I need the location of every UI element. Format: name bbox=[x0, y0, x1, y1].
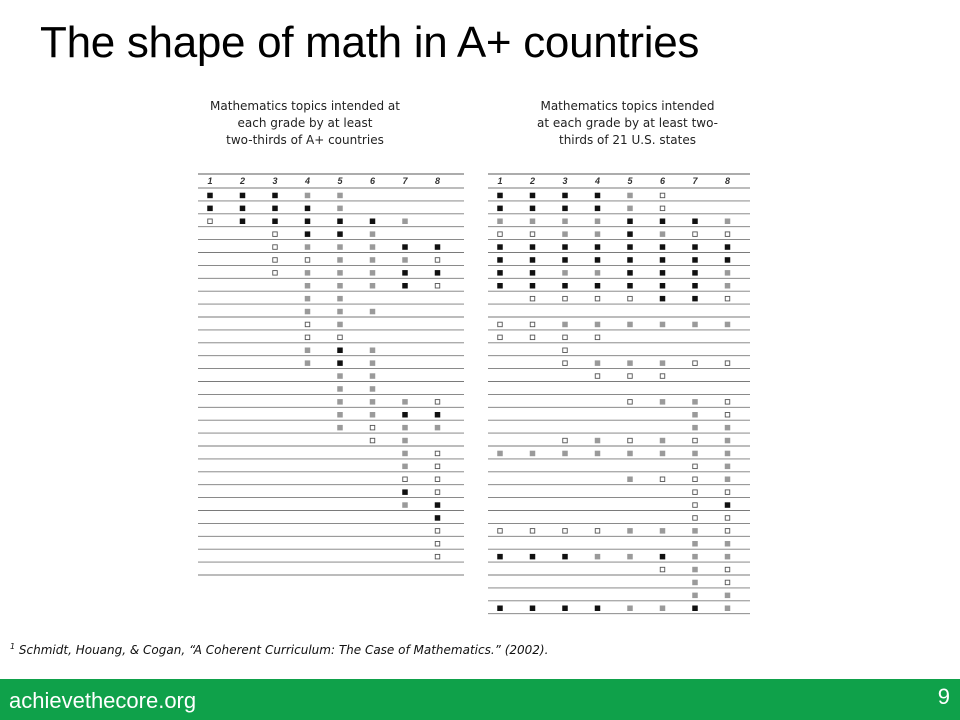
topic-mark-dark bbox=[562, 206, 568, 212]
topic-mark-gray bbox=[337, 425, 343, 431]
topic-mark-dark bbox=[337, 348, 343, 354]
topic-mark-open bbox=[273, 232, 278, 237]
topic-mark-dark bbox=[497, 606, 503, 612]
topic-mark-gray bbox=[435, 425, 441, 431]
topic-mark-dark bbox=[497, 270, 503, 276]
topic-mark-gray bbox=[692, 554, 698, 560]
topic-mark-gray bbox=[402, 502, 408, 508]
topic-mark-dark bbox=[562, 244, 568, 250]
topic-mark-open bbox=[725, 490, 730, 495]
topic-mark-gray bbox=[692, 412, 698, 418]
topic-mark-gray bbox=[595, 438, 601, 444]
topic-mark-dark bbox=[660, 219, 666, 225]
topic-mark-open bbox=[660, 193, 665, 198]
topic-mark-gray bbox=[725, 606, 731, 612]
topic-mark-dark bbox=[530, 606, 536, 612]
topic-mark-dark bbox=[530, 283, 536, 289]
topic-grid-us-states bbox=[488, 172, 753, 617]
topic-mark-open bbox=[725, 296, 730, 301]
topic-mark-gray bbox=[725, 438, 731, 444]
topic-mark-gray bbox=[337, 270, 343, 276]
topic-mark-dark bbox=[660, 283, 666, 289]
topic-mark-dark bbox=[337, 219, 343, 225]
topic-mark-open bbox=[660, 374, 665, 379]
topic-mark-open bbox=[693, 232, 698, 237]
topic-mark-dark bbox=[272, 219, 278, 225]
topic-mark-gray bbox=[660, 399, 666, 405]
topic-mark-gray bbox=[595, 322, 601, 328]
topic-mark-gray bbox=[337, 412, 343, 418]
grade-label: 2 bbox=[529, 176, 536, 186]
topic-mark-gray bbox=[370, 373, 376, 379]
topic-mark-open bbox=[530, 529, 535, 534]
topic-mark-dark bbox=[725, 257, 731, 263]
topic-mark-gray bbox=[562, 231, 568, 237]
topic-mark-gray bbox=[725, 593, 731, 599]
topic-mark-open bbox=[435, 542, 440, 547]
topic-mark-gray bbox=[627, 451, 633, 457]
topic-mark-open bbox=[435, 464, 440, 469]
grade-label: 3 bbox=[272, 176, 278, 186]
topic-mark-dark bbox=[402, 412, 408, 418]
topic-mark-open bbox=[725, 232, 730, 237]
topic-mark-dark bbox=[497, 283, 503, 289]
topic-mark-gray bbox=[337, 399, 343, 405]
topic-mark-dark bbox=[660, 257, 666, 263]
grade-label: 7 bbox=[692, 176, 698, 186]
caption-line: Mathematics topics intended bbox=[540, 99, 715, 113]
footnote-text: Schmidt, Houang, & Cogan, “A Coherent Curriculum: The Case of Mathematics.” (2002). bbox=[15, 643, 549, 657]
grade-label: 4 bbox=[594, 176, 601, 186]
caption-line: each grade by at least bbox=[237, 116, 373, 130]
topic-mark-open bbox=[530, 322, 535, 327]
topic-mark-open bbox=[725, 516, 730, 521]
topic-mark-gray bbox=[562, 322, 568, 328]
topic-mark-gray bbox=[370, 244, 376, 250]
topic-mark-open bbox=[435, 284, 440, 289]
topic-mark-open bbox=[725, 529, 730, 534]
topic-mark-dark bbox=[692, 283, 698, 289]
topic-mark-dark bbox=[497, 257, 503, 263]
topic-mark-dark bbox=[595, 257, 601, 263]
topic-mark-open bbox=[595, 374, 600, 379]
topic-mark-open bbox=[435, 490, 440, 495]
topic-mark-open bbox=[693, 503, 698, 508]
footer-site-link[interactable]: achievethecore.org bbox=[9, 688, 197, 713]
topic-mark-dark bbox=[562, 193, 568, 199]
topic-mark-gray bbox=[305, 296, 311, 302]
topic-mark-gray bbox=[660, 438, 666, 444]
topic-mark-dark bbox=[562, 554, 568, 560]
topic-mark-gray bbox=[725, 322, 731, 328]
topic-mark-gray bbox=[402, 219, 408, 225]
topic-mark-gray bbox=[402, 438, 408, 444]
topic-mark-dark bbox=[562, 257, 568, 263]
topic-mark-gray bbox=[692, 451, 698, 457]
topic-mark-dark bbox=[627, 219, 633, 225]
grade-label: 4 bbox=[304, 176, 311, 186]
topic-mark-gray bbox=[595, 231, 601, 237]
topic-mark-open bbox=[435, 258, 440, 263]
topic-mark-dark bbox=[497, 206, 503, 212]
topic-mark-gray bbox=[402, 451, 408, 457]
topic-mark-gray bbox=[660, 606, 666, 612]
topic-mark-gray bbox=[692, 528, 698, 534]
page-number: 9 bbox=[937, 684, 950, 709]
topic-mark-dark bbox=[497, 193, 503, 199]
topic-mark-dark bbox=[627, 231, 633, 237]
topic-mark-open bbox=[370, 438, 375, 443]
topic-mark-dark bbox=[562, 606, 568, 612]
topic-mark-gray bbox=[305, 244, 311, 250]
topic-mark-open bbox=[595, 296, 600, 301]
topic-mark-dark bbox=[627, 270, 633, 276]
topic-mark-gray bbox=[530, 219, 536, 225]
topic-mark-dark bbox=[627, 257, 633, 263]
topic-mark-gray bbox=[725, 219, 731, 225]
topic-mark-gray bbox=[370, 360, 376, 366]
grade-label: 5 bbox=[627, 176, 633, 186]
topic-mark-open bbox=[563, 348, 568, 353]
topic-mark-dark bbox=[435, 412, 441, 418]
topic-mark-open bbox=[273, 245, 278, 250]
topic-mark-open bbox=[595, 335, 600, 340]
topic-mark-gray bbox=[725, 464, 731, 470]
footer-bar bbox=[0, 679, 960, 720]
grade-label: 1 bbox=[497, 176, 503, 186]
topic-mark-gray bbox=[370, 257, 376, 263]
topic-mark-gray bbox=[370, 283, 376, 289]
topic-mark-gray bbox=[595, 219, 601, 225]
topic-mark-open bbox=[563, 296, 568, 301]
topic-mark-gray bbox=[595, 270, 601, 276]
topic-mark-dark bbox=[660, 270, 666, 276]
topic-mark-dark bbox=[595, 606, 601, 612]
topic-mark-open bbox=[563, 438, 568, 443]
topic-mark-open bbox=[435, 400, 440, 405]
topic-mark-dark bbox=[595, 206, 601, 212]
caption-line: two-thirds of A+ countries bbox=[226, 133, 384, 147]
topic-mark-gray bbox=[530, 451, 536, 457]
topic-mark-dark bbox=[497, 244, 503, 250]
topic-mark-open bbox=[208, 219, 213, 224]
topic-mark-dark bbox=[497, 554, 503, 560]
topic-mark-gray bbox=[692, 541, 698, 547]
topic-mark-dark bbox=[725, 502, 731, 508]
topic-mark-open bbox=[660, 477, 665, 482]
topic-mark-open bbox=[725, 361, 730, 366]
topic-mark-gray bbox=[692, 425, 698, 431]
topic-mark-dark bbox=[305, 219, 311, 225]
topic-mark-gray bbox=[305, 348, 311, 354]
topic-mark-dark bbox=[435, 270, 441, 276]
topic-mark-gray bbox=[660, 231, 666, 237]
grade-label: 3 bbox=[562, 176, 568, 186]
topic-mark-dark bbox=[435, 244, 441, 250]
topic-mark-dark bbox=[692, 257, 698, 263]
grade-label: 6 bbox=[659, 176, 666, 186]
topic-mark-gray bbox=[627, 554, 633, 560]
topic-mark-dark bbox=[660, 296, 666, 302]
topic-mark-dark bbox=[530, 554, 536, 560]
topic-mark-gray bbox=[337, 309, 343, 315]
topic-mark-dark bbox=[240, 219, 246, 225]
topic-mark-gray bbox=[337, 296, 343, 302]
topic-mark-dark bbox=[337, 231, 343, 237]
topic-mark-gray bbox=[725, 270, 731, 276]
topic-mark-gray bbox=[692, 399, 698, 405]
topic-mark-dark bbox=[240, 193, 246, 199]
topic-mark-dark bbox=[402, 244, 408, 250]
topic-mark-open bbox=[498, 322, 503, 327]
topic-mark-dark bbox=[692, 606, 698, 612]
grade-label: 1 bbox=[207, 176, 213, 186]
topic-mark-dark bbox=[530, 193, 536, 199]
topic-mark-open bbox=[273, 271, 278, 276]
topic-mark-dark bbox=[692, 244, 698, 250]
topic-mark-dark bbox=[272, 193, 278, 199]
topic-mark-open bbox=[628, 296, 633, 301]
topic-mark-gray bbox=[370, 309, 376, 315]
topic-mark-open bbox=[725, 580, 730, 585]
topic-mark-open bbox=[693, 438, 698, 443]
topic-mark-dark bbox=[595, 193, 601, 199]
topic-mark-open bbox=[693, 477, 698, 482]
topic-mark-gray bbox=[692, 580, 698, 586]
topic-mark-dark bbox=[305, 206, 311, 212]
topic-mark-dark bbox=[435, 515, 441, 521]
topic-mark-open bbox=[628, 374, 633, 379]
topic-mark-open bbox=[693, 516, 698, 521]
topic-mark-dark bbox=[305, 231, 311, 237]
topic-mark-dark bbox=[435, 502, 441, 508]
topic-mark-gray bbox=[305, 360, 311, 366]
topic-mark-gray bbox=[660, 528, 666, 534]
caption-a-plus-countries bbox=[185, 98, 425, 149]
topic-mark-open bbox=[563, 361, 568, 366]
topic-mark-open bbox=[338, 335, 343, 340]
topic-mark-open bbox=[435, 477, 440, 482]
topic-mark-gray bbox=[402, 257, 408, 263]
caption-us-states bbox=[510, 98, 745, 149]
topic-mark-gray bbox=[595, 360, 601, 366]
topic-mark-gray bbox=[337, 206, 343, 212]
topic-mark-gray bbox=[402, 399, 408, 405]
topic-mark-gray bbox=[402, 425, 408, 431]
topic-mark-dark bbox=[692, 296, 698, 302]
topic-mark-gray bbox=[627, 606, 633, 612]
topic-mark-dark bbox=[692, 219, 698, 225]
topic-mark-dark bbox=[530, 270, 536, 276]
topic-mark-open bbox=[530, 335, 535, 340]
caption-line: Mathematics topics intended at bbox=[210, 99, 400, 113]
topic-mark-dark bbox=[595, 283, 601, 289]
topic-mark-open bbox=[660, 206, 665, 211]
topic-mark-gray bbox=[337, 257, 343, 263]
topic-mark-gray bbox=[660, 451, 666, 457]
topic-mark-dark bbox=[370, 219, 376, 225]
topic-mark-dark bbox=[240, 206, 246, 212]
topic-mark-gray bbox=[725, 541, 731, 547]
topic-mark-gray bbox=[627, 528, 633, 534]
topic-mark-open bbox=[628, 438, 633, 443]
topic-mark-gray bbox=[660, 360, 666, 366]
slide-title: The shape of math in A+ countries bbox=[40, 18, 700, 67]
topic-mark-gray bbox=[562, 219, 568, 225]
topic-mark-gray bbox=[595, 451, 601, 457]
topic-mark-gray bbox=[725, 451, 731, 457]
topic-mark-open bbox=[725, 413, 730, 418]
grade-label: 8 bbox=[434, 176, 441, 186]
topic-mark-gray bbox=[337, 322, 343, 328]
topic-mark-dark bbox=[660, 244, 666, 250]
topic-mark-dark bbox=[660, 554, 666, 560]
topic-mark-gray bbox=[305, 193, 311, 199]
grade-label: 7 bbox=[402, 176, 408, 186]
topic-mark-gray bbox=[497, 451, 503, 457]
topic-mark-open bbox=[693, 490, 698, 495]
topic-mark-gray bbox=[725, 283, 731, 289]
topic-mark-open bbox=[693, 464, 698, 469]
topic-mark-dark bbox=[595, 244, 601, 250]
topic-mark-open bbox=[563, 335, 568, 340]
topic-mark-open bbox=[305, 322, 310, 327]
topic-mark-gray bbox=[627, 322, 633, 328]
topic-mark-gray bbox=[305, 309, 311, 315]
topic-mark-gray bbox=[337, 386, 343, 392]
topic-mark-open bbox=[403, 477, 408, 482]
topic-mark-gray bbox=[337, 244, 343, 250]
topic-mark-gray bbox=[725, 425, 731, 431]
topic-mark-open bbox=[435, 451, 440, 456]
topic-mark-open bbox=[530, 232, 535, 237]
topic-mark-open bbox=[498, 232, 503, 237]
topic-mark-gray bbox=[627, 193, 633, 199]
topic-mark-gray bbox=[370, 412, 376, 418]
topic-mark-gray bbox=[595, 554, 601, 560]
topic-mark-open bbox=[435, 554, 440, 559]
topic-mark-gray bbox=[725, 554, 731, 560]
topic-mark-dark bbox=[692, 270, 698, 276]
topic-mark-gray bbox=[402, 464, 408, 470]
topic-mark-open bbox=[305, 258, 310, 263]
topic-mark-gray bbox=[370, 399, 376, 405]
grade-label: 8 bbox=[724, 176, 731, 186]
topic-mark-gray bbox=[370, 270, 376, 276]
topic-mark-dark bbox=[272, 206, 278, 212]
topic-mark-gray bbox=[305, 283, 311, 289]
topic-mark-dark bbox=[627, 244, 633, 250]
topic-mark-gray bbox=[337, 283, 343, 289]
topic-mark-dark bbox=[562, 283, 568, 289]
topic-mark-gray bbox=[627, 360, 633, 366]
topic-mark-open bbox=[273, 258, 278, 263]
citation-footnote bbox=[10, 642, 548, 657]
topic-mark-gray bbox=[562, 451, 568, 457]
topic-mark-dark bbox=[530, 244, 536, 250]
topic-mark-gray bbox=[627, 477, 633, 483]
topic-grid-a-plus-countries bbox=[198, 172, 468, 617]
topic-mark-open bbox=[498, 335, 503, 340]
topic-mark-gray bbox=[337, 193, 343, 199]
topic-mark-dark bbox=[627, 283, 633, 289]
topic-mark-open bbox=[660, 567, 665, 572]
topic-mark-gray bbox=[305, 270, 311, 276]
topic-mark-open bbox=[628, 400, 633, 405]
topic-mark-dark bbox=[725, 244, 731, 250]
topic-mark-gray bbox=[370, 386, 376, 392]
topic-mark-gray bbox=[562, 270, 568, 276]
topic-mark-open bbox=[595, 529, 600, 534]
topic-mark-dark bbox=[207, 193, 213, 199]
topic-mark-dark bbox=[207, 206, 213, 212]
topic-mark-open bbox=[725, 400, 730, 405]
topic-mark-open bbox=[305, 335, 310, 340]
topic-mark-gray bbox=[692, 593, 698, 599]
topic-mark-gray bbox=[497, 219, 503, 225]
grade-label: 5 bbox=[337, 176, 343, 186]
topic-mark-dark bbox=[530, 206, 536, 212]
topic-mark-gray bbox=[337, 373, 343, 379]
caption-line: at each grade by at least two- bbox=[536, 116, 718, 130]
footnote-marker: 1 bbox=[10, 642, 16, 651]
topic-mark-gray bbox=[692, 322, 698, 328]
topic-mark-dark bbox=[530, 257, 536, 263]
topic-mark-gray bbox=[370, 348, 376, 354]
topic-mark-dark bbox=[402, 270, 408, 276]
grade-label: 2 bbox=[239, 176, 246, 186]
topic-mark-open bbox=[693, 361, 698, 366]
topic-mark-dark bbox=[402, 489, 408, 495]
grade-label: 6 bbox=[369, 176, 376, 186]
caption-line: thirds of 21 U.S. states bbox=[558, 133, 696, 147]
topic-mark-open bbox=[563, 529, 568, 534]
topic-mark-gray bbox=[725, 477, 731, 483]
topic-mark-gray bbox=[370, 231, 376, 237]
topic-mark-open bbox=[370, 425, 375, 430]
topic-mark-gray bbox=[660, 322, 666, 328]
topic-mark-open bbox=[498, 529, 503, 534]
topic-mark-dark bbox=[402, 283, 408, 289]
topic-mark-dark bbox=[337, 360, 343, 366]
topic-mark-gray bbox=[627, 206, 633, 212]
topic-mark-open bbox=[435, 529, 440, 534]
topic-mark-open bbox=[530, 296, 535, 301]
topic-mark-open bbox=[725, 567, 730, 572]
topic-mark-gray bbox=[692, 567, 698, 573]
